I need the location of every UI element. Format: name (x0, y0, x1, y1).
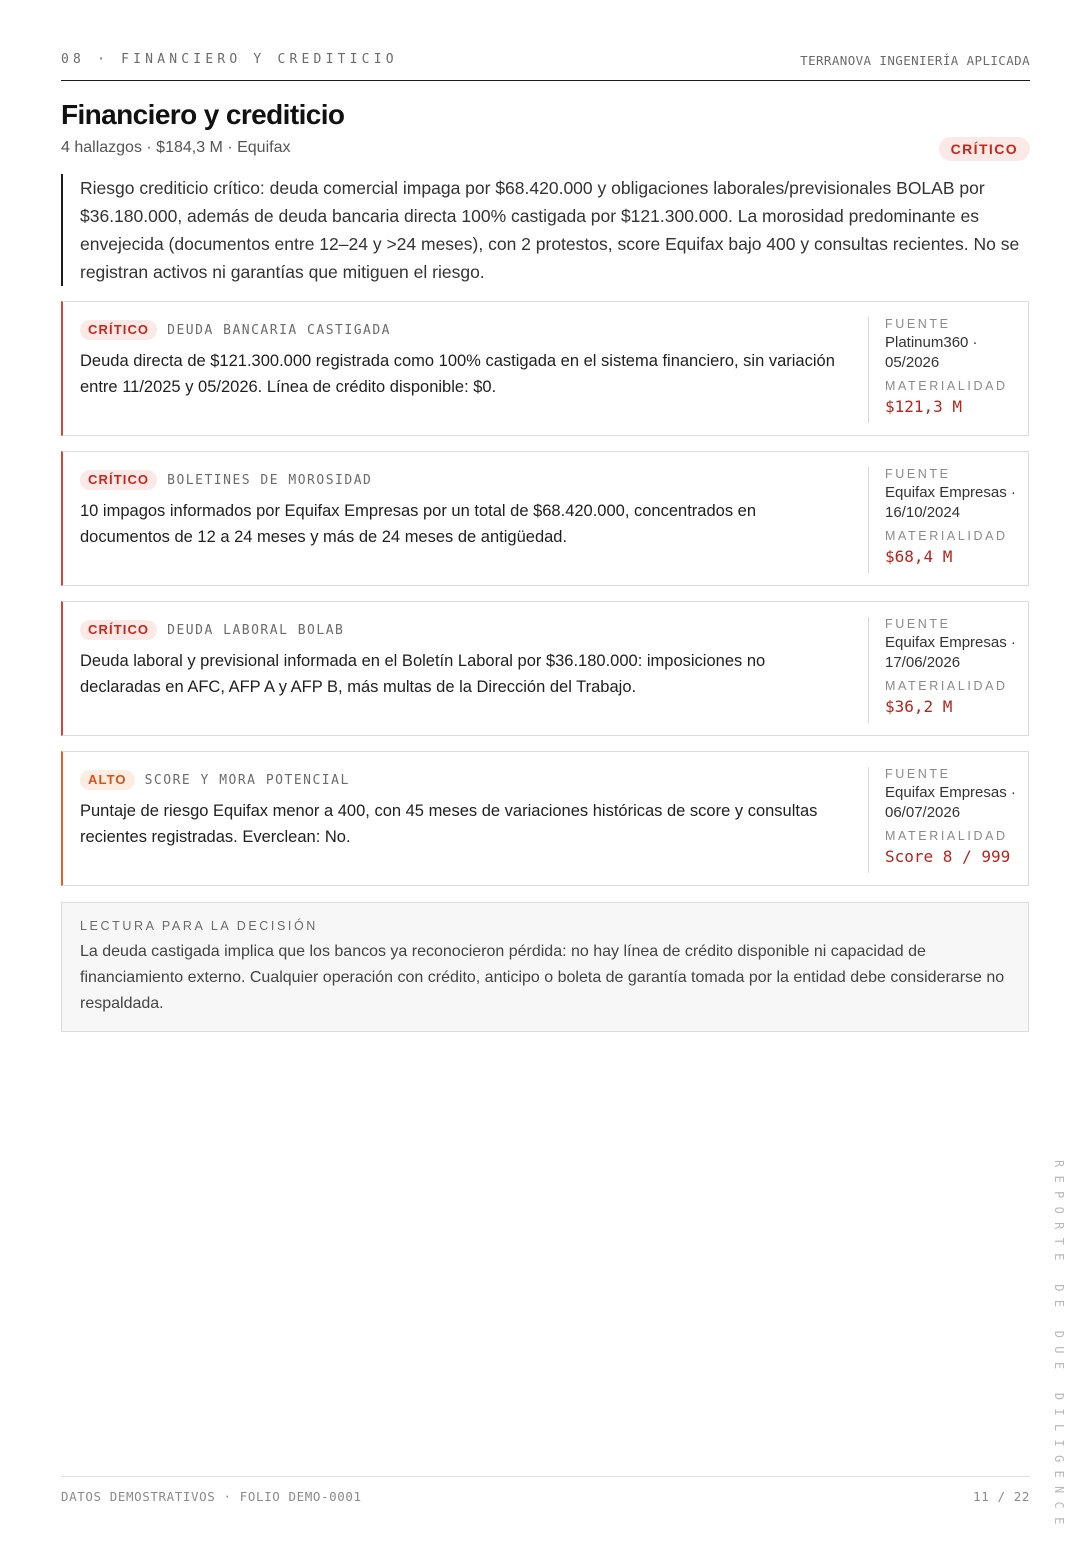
finding-severity-badge: ALTO (80, 770, 135, 790)
finding-meta (868, 467, 1018, 573)
materiality-label: MATERIALIDAD (885, 379, 1008, 393)
finding-severity-badge: CRÍTICO (80, 470, 157, 490)
page-title: Financiero y crediticio (61, 99, 345, 130)
side-report-label: REPORTE DE DUE DILIGENCE (1052, 1160, 1066, 1533)
finding-category: BOLETINES DE MOROSIDAD (167, 472, 373, 488)
finding-source: Equifax Empresas · 17/06/2026 (885, 634, 1016, 671)
severity-badge: CRÍTICO (939, 137, 1030, 161)
finding-description: 10 impagos informados por Equifax Empresas por un total de $68.420.000, concentrados en documentos de 12 a 24 meses y más de 24 meses de antigüedad. (80, 502, 757, 546)
finding-category: SCORE Y MORA POTENCIAL (144, 772, 350, 788)
finding-meta (868, 617, 1018, 723)
source-label: FUENTE (885, 617, 951, 631)
page-number: 11 / 22 (973, 1489, 1030, 1504)
decision-text: La deuda castigada implica que los bancos ya reconocieron pérdida: no hay línea de crédito disponible ni capacidad de financiamiento externo. Cualquier operación con crédito, anticipo o boleta de garantía tomada por la entidad debe considerarse no respaldada. (80, 943, 1005, 1012)
organization-name: TERRANOVA INGENIERÍA APLICADA (800, 53, 1030, 68)
finding-materiality: Score 8 / 999 (885, 847, 1011, 866)
finding-severity-badge: CRÍTICO (80, 620, 157, 640)
page-subtitle: 4 hallazgos · $184,3 M · Equifax (61, 139, 291, 156)
page-footer (61, 1476, 1030, 1507)
materiality-label: MATERIALIDAD (885, 679, 1008, 693)
finding-materiality: $36,2 M (885, 697, 953, 716)
finding-source: Platinum360 · 05/2026 (885, 334, 978, 371)
materiality-label: MATERIALIDAD (885, 529, 1008, 543)
finding-source: Equifax Empresas · 06/07/2026 (885, 784, 1016, 821)
materiality-label: MATERIALIDAD (885, 829, 1008, 843)
running-header (61, 52, 1030, 81)
finding-card (61, 451, 1029, 586)
source-label: FUENTE (885, 317, 951, 331)
source-label: FUENTE (885, 467, 951, 481)
finding-description: Deuda directa de $121.300.000 registrada como 100% castigada en el sistema financiero, sin variación entre 11/2025 y 05/2026. Línea de crédito disponible: $0. (80, 352, 835, 396)
decision-label: LECTURA PARA LA DECISIÓN (80, 919, 318, 933)
section-label: 08 · FINANCIERO Y CREDITICIO (61, 52, 398, 67)
finding-card (61, 751, 1029, 886)
finding-severity-badge: CRÍTICO (80, 320, 157, 340)
finding-meta (868, 767, 1018, 873)
summary-paragraph: Riesgo crediticio crítico: deuda comercial impaga por $68.420.000 y obligaciones laborales/previsionales BOLAB por $36.180.000, además de deuda bancaria directa 100% castigada por $121.300.000. La morosidad predominante es envejecida (documentos entre 12–24 y >24 meses), con 2 protestos, score Equifax bajo 400 y consultas recientes. No se registran activos ni garantías que mitiguen el riesgo. (61, 174, 1034, 286)
finding-category: DEUDA BANCARIA CASTIGADA (167, 322, 391, 338)
finding-card (61, 601, 1029, 736)
finding-source: Equifax Empresas · 16/10/2024 (885, 484, 1016, 521)
footer-folio: DATOS DEMOSTRATIVOS · FOLIO DEMO-0001 (61, 1489, 362, 1504)
finding-materiality: $68,4 M (885, 547, 953, 566)
finding-category: DEUDA LABORAL BOLAB (167, 622, 345, 638)
finding-meta (868, 317, 1018, 423)
finding-description: Deuda laboral y previsional informada en el Boletín Laboral por $36.180.000: imposiciones no declaradas en AFC, AFP A y AFP B, más multas de la Dirección del Trabajo. (80, 652, 766, 696)
finding-materiality: $121,3 M (885, 397, 963, 416)
source-label: FUENTE (885, 767, 951, 781)
decision-note (61, 902, 1029, 1032)
finding-card (61, 301, 1029, 436)
finding-description: Puntaje de riesgo Equifax menor a 400, con 45 meses de variaciones históricas de score y consultas recientes registradas. Everclean: No. (80, 802, 818, 846)
